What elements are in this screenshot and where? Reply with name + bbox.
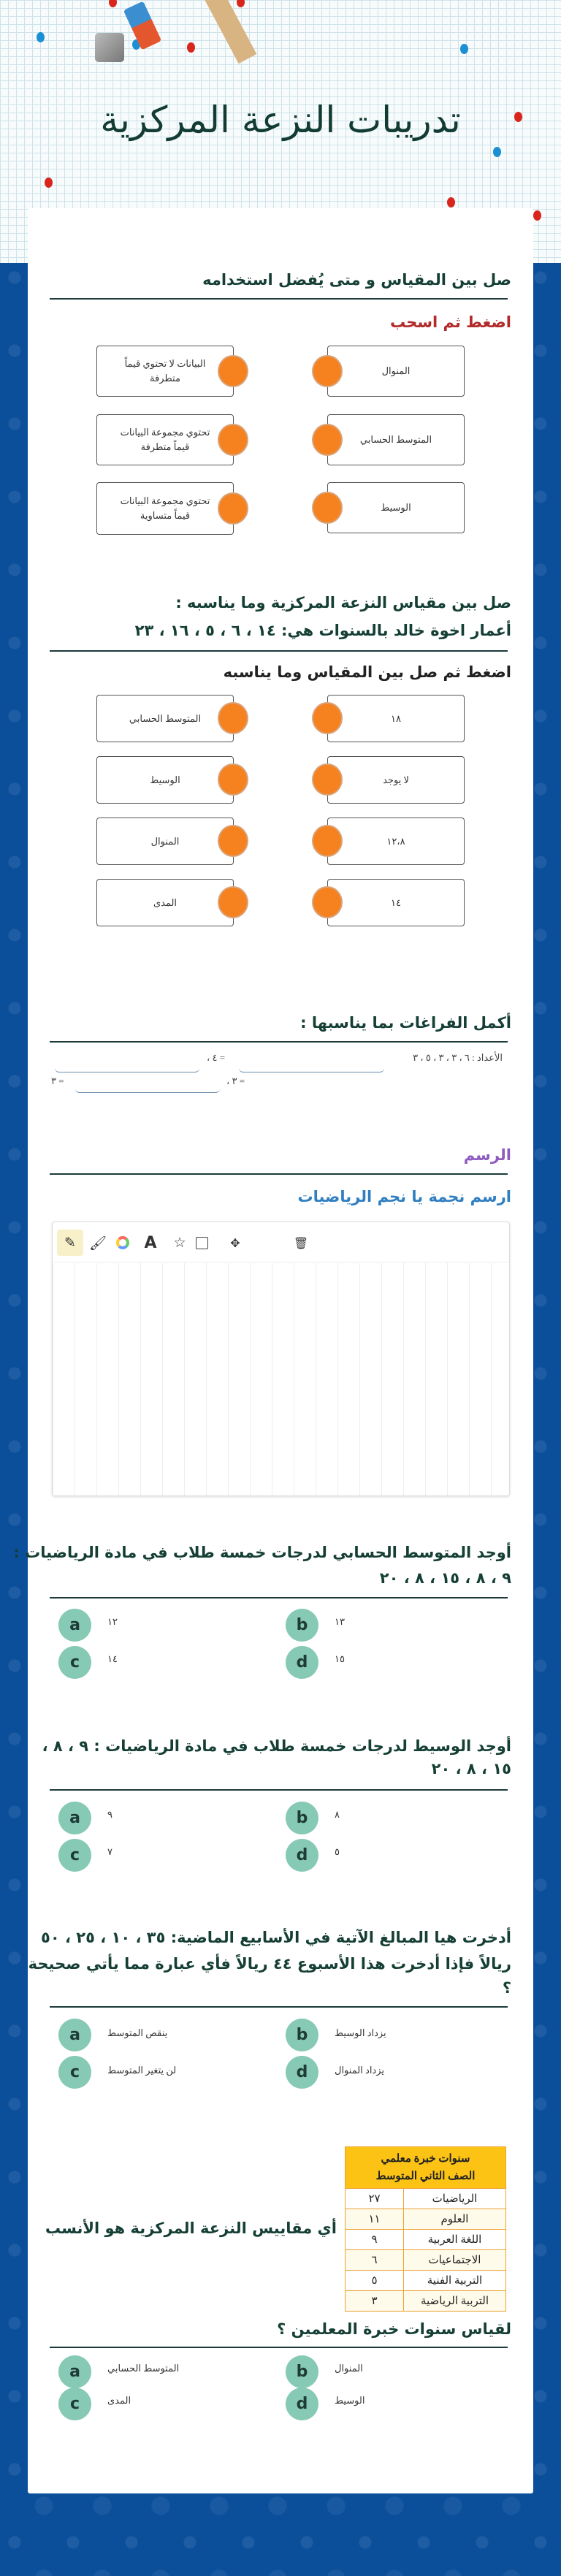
- page-title: تدريبات النزعة المركزية: [100, 99, 461, 141]
- table-row: [346, 2189, 506, 2209]
- option-letter[interactable]: a: [58, 1609, 91, 1642]
- eraser-icon: [123, 1, 162, 50]
- connector-dot[interactable]: [218, 424, 248, 456]
- question-text: ٩ ، ٨ ، ١٥ ، ٨ ، ٢٠: [379, 1569, 511, 1587]
- option-letter[interactable]: d: [286, 2056, 318, 2089]
- option-text[interactable]: ينقص المتوسط: [107, 2027, 168, 2038]
- option-text[interactable]: ٧: [107, 1846, 112, 1857]
- option-letter[interactable]: d: [286, 1646, 318, 1679]
- drawing-board: [52, 1222, 510, 1496]
- move-icon[interactable]: ✥: [230, 1235, 240, 1250]
- connector-dot[interactable]: [218, 763, 248, 796]
- option-letter[interactable]: c: [58, 1646, 91, 1679]
- option-text[interactable]: الوسيط: [335, 2395, 365, 2406]
- option-text[interactable]: المتوسط الحسابي: [107, 2363, 180, 2374]
- divider: [50, 1789, 508, 1791]
- connector-dot[interactable]: [218, 355, 248, 387]
- option-text[interactable]: ١٤: [107, 1653, 118, 1664]
- blank-input-1[interactable]: [239, 1058, 384, 1072]
- section-heading: صل بين المقياس و متى يُفضل استخدامه: [202, 271, 511, 289]
- star-shape-icon[interactable]: ☆: [173, 1235, 186, 1251]
- match-item[interactable]: المتوسط الحسابي: [327, 414, 465, 465]
- question-text: ؟: [502, 1979, 511, 1997]
- option-text[interactable]: المنوال: [335, 2363, 363, 2374]
- option-text[interactable]: لن يتغير المتوسط: [107, 2065, 177, 2076]
- connector-dot[interactable]: [218, 825, 248, 857]
- match-target[interactable]: تحتوي مجموعة البيانات قيماً متطرفة: [96, 414, 234, 465]
- match-target[interactable]: تحتوي مجموعة البيانات قيماً متساوية: [96, 482, 234, 535]
- drawing-toolbar: [53, 1222, 509, 1262]
- option-letter[interactable]: a: [58, 2355, 91, 2388]
- table-title-line: سنوات خبرة معلمي: [381, 2153, 470, 2165]
- connector-dot[interactable]: [312, 825, 343, 857]
- connector-dot[interactable]: [218, 886, 248, 918]
- decor-dot: [493, 147, 501, 157]
- option-letter[interactable]: b: [286, 1609, 318, 1642]
- section-label: الرسم: [463, 1146, 511, 1164]
- match-target[interactable]: البيانات لا تحتوي قيماً متطرفة: [96, 346, 234, 397]
- drawing-prompt: ارسم نجمة يا نجم الرياضيات: [297, 1188, 511, 1205]
- color-picker-icon[interactable]: [110, 1230, 136, 1256]
- option-letter[interactable]: b: [286, 2019, 318, 2051]
- subject-cell: الاجتماعيات: [404, 2250, 506, 2271]
- question-text: أي مقاييس النزعة المركزية هو الأنسب: [45, 2219, 337, 2237]
- instruction: اضغط ثم اسحب: [389, 313, 511, 331]
- blank-input-3[interactable]: [75, 1078, 220, 1093]
- equation-label: = ٣ ،: [226, 1075, 245, 1086]
- match-item[interactable]: المنوال: [327, 346, 465, 397]
- subject-cell: التربية الفنية: [404, 2271, 506, 2291]
- years-cell: ٦: [346, 2250, 404, 2271]
- question-text: أوجد المتوسط الحسابي لدرجات خمسة طلاب في مادة الرياضيات :: [13, 1544, 511, 1561]
- ruler-icon: [201, 0, 256, 64]
- connector-dot[interactable]: [312, 886, 343, 918]
- brush-icon[interactable]: 🖌: [88, 1235, 107, 1251]
- decor-dot: [187, 42, 195, 53]
- option-text[interactable]: المدى: [107, 2395, 131, 2406]
- connector-dot[interactable]: [218, 702, 248, 734]
- connector-dot[interactable]: [312, 763, 343, 796]
- table-title: [346, 2147, 506, 2189]
- connector-dot[interactable]: [312, 702, 343, 734]
- instruction: اضغط ثم صل بين المقياس وما يناسبه: [223, 663, 511, 681]
- option-text[interactable]: ٩: [107, 1809, 112, 1820]
- match-item[interactable]: الوسيط: [327, 482, 465, 533]
- option-letter[interactable]: b: [286, 2355, 318, 2388]
- question-text: ريالاً فإذا أدخرت هذا الأسبوع ٤٤ ريالاً فأي عبارة مما يأتي صحيحة: [28, 1955, 511, 1973]
- decor-dot: [37, 32, 45, 42]
- option-text[interactable]: يزداد الوسيط: [335, 2027, 386, 2038]
- drawing-canvas[interactable]: [53, 1263, 509, 1495]
- decor-dot: [45, 178, 53, 188]
- match-target[interactable]: المدى: [96, 879, 234, 926]
- option-letter[interactable]: c: [58, 1839, 91, 1872]
- divider: [50, 2347, 508, 2348]
- years-cell: ١١: [346, 2209, 404, 2230]
- option-letter[interactable]: a: [58, 2019, 91, 2051]
- section-heading: أكمل الفراغات بما يناسبها :: [300, 1014, 511, 1032]
- match-item[interactable]: ١٨: [327, 695, 465, 742]
- table-row: [346, 2250, 506, 2271]
- section-subheading: أعمار اخوة خالد بالسنوات هي: ١٤ ، ٦ ، ٥ ، ١٦ ، ٢٣: [134, 622, 511, 639]
- years-cell: ٢٧: [346, 2189, 404, 2209]
- table-row: [346, 2209, 506, 2230]
- divider: [50, 1597, 508, 1598]
- divider: [50, 298, 508, 300]
- experience-table: [345, 2146, 506, 2312]
- section-heading: صل بين مقياس النزعة المركزية وما يناسبه :: [175, 594, 511, 611]
- image-icon[interactable]: [188, 1230, 215, 1256]
- match-item[interactable]: ١٤: [327, 879, 465, 926]
- option-text[interactable]: ٨: [335, 1809, 340, 1820]
- decor-dot: [447, 197, 455, 207]
- option-letter[interactable]: a: [58, 1802, 91, 1834]
- question-text: لقياس سنوات خبرة المعلمين ؟: [277, 2320, 511, 2338]
- match-target[interactable]: المنوال: [96, 818, 234, 865]
- option-letter[interactable]: c: [58, 2388, 91, 2420]
- option-text[interactable]: ١٥: [335, 1653, 345, 1664]
- years-cell: ٥: [346, 2271, 404, 2291]
- sharpener-icon: [95, 33, 124, 62]
- decor-dot: [237, 0, 245, 7]
- subject-cell: التربية الرياضية: [404, 2291, 506, 2312]
- table-title-line: الصف الثاني المتوسط: [375, 2171, 476, 2182]
- option-letter[interactable]: d: [286, 1839, 318, 1872]
- table-row: [346, 2291, 506, 2312]
- divider: [50, 2006, 508, 2008]
- table-row: [346, 2271, 506, 2291]
- years-cell: ٣: [346, 2291, 404, 2312]
- option-text[interactable]: ١٢: [107, 1616, 118, 1627]
- connector-dot[interactable]: [218, 492, 248, 525]
- match-target[interactable]: الوسيط: [96, 756, 234, 804]
- numbers-text: الأعداد : ٦ ، ٣ ، ٣ ، ٥ ، ٣: [413, 1052, 503, 1063]
- option-text[interactable]: يزداد المنوال: [335, 2065, 385, 2076]
- match-target[interactable]: المتوسط الحسابي: [96, 695, 234, 742]
- divider: [50, 650, 508, 652]
- connector-dot[interactable]: [312, 492, 343, 524]
- pencil-icon[interactable]: ✎: [57, 1230, 83, 1256]
- blank-input-2[interactable]: [55, 1058, 199, 1072]
- divider: [50, 1041, 508, 1043]
- equation-label: = ٤ ،: [207, 1052, 226, 1063]
- option-text[interactable]: ٥: [335, 1846, 340, 1857]
- equation-label: = ٣: [51, 1075, 64, 1086]
- match-item[interactable]: ١٢،٨: [327, 818, 465, 865]
- decor-dot: [533, 210, 541, 221]
- years-cell: ٩: [346, 2230, 404, 2250]
- decor-dot: [109, 0, 117, 7]
- subject-cell: الرياضيات: [404, 2189, 506, 2209]
- subject-cell: العلوم: [404, 2209, 506, 2230]
- option-letter[interactable]: d: [286, 2388, 318, 2420]
- text-tool-icon[interactable]: A: [144, 1233, 157, 1252]
- subject-cell: اللغة العربية: [404, 2230, 506, 2250]
- trash-icon[interactable]: 🗑: [293, 1235, 309, 1250]
- question-text: أدخرت هيا المبالغ الآتية في الأسابيع الماضية: ٣٥ ، ١٠ ، ٢٥ ، ٥٠: [41, 1929, 511, 1946]
- connector-dot[interactable]: [312, 424, 343, 456]
- option-letter[interactable]: b: [286, 1802, 318, 1834]
- decor-dot: [460, 44, 468, 54]
- table-row: [346, 2230, 506, 2250]
- match-item[interactable]: لا يوجد: [327, 756, 465, 804]
- question-text: أوجد الوسيط لدرجات خمسة طلاب في مادة الرياضيات : ٩ ، ٨ ،: [42, 1737, 511, 1755]
- divider: [50, 1173, 508, 1175]
- connector-dot[interactable]: [312, 355, 343, 387]
- option-letter[interactable]: c: [58, 2056, 91, 2089]
- option-text[interactable]: ١٣: [335, 1616, 345, 1627]
- question-text: ١٥ ، ٨ ، ٢٠: [431, 1760, 511, 1777]
